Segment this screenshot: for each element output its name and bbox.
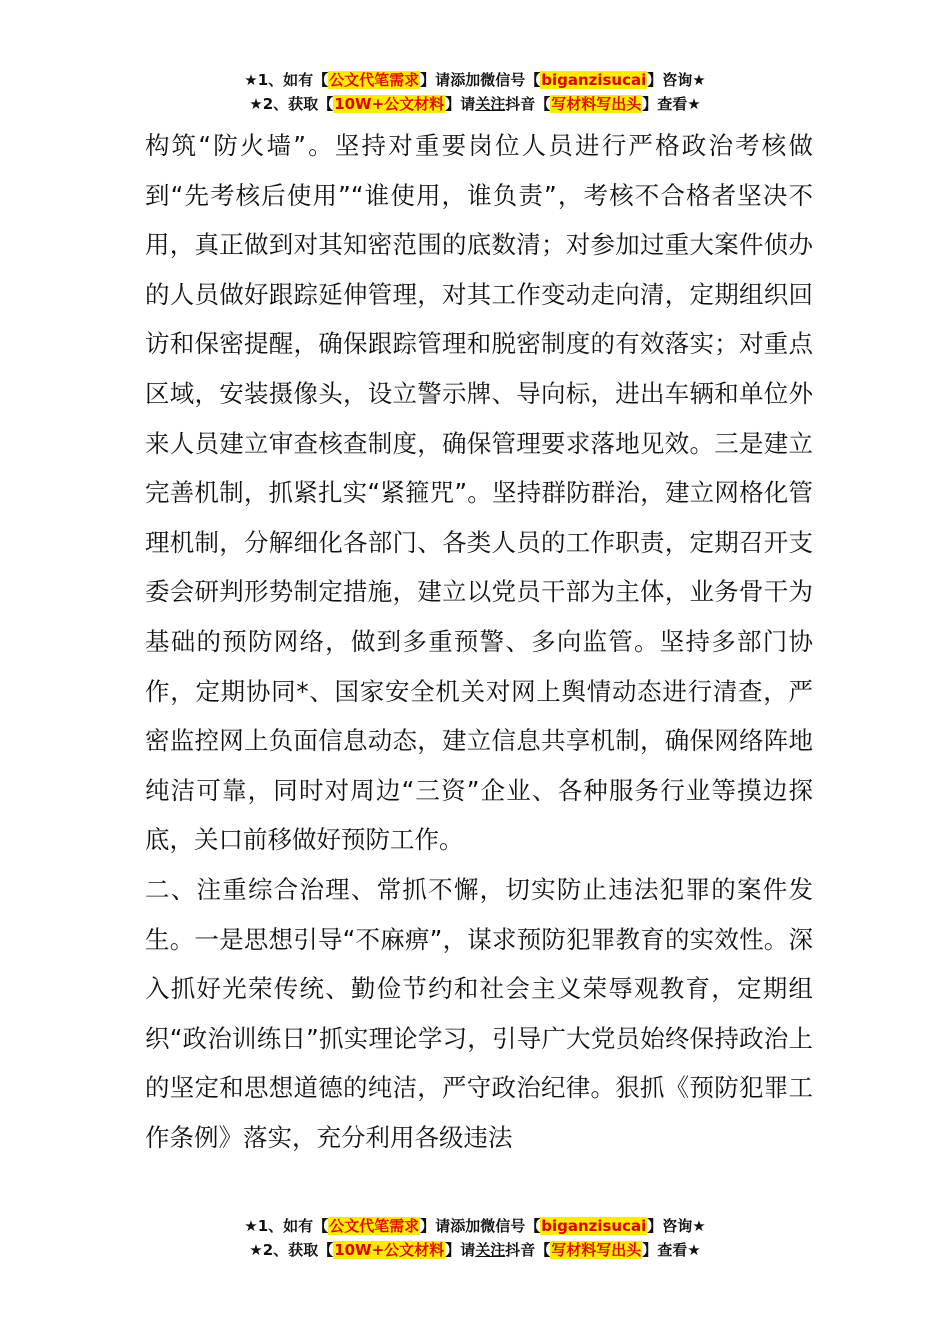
banner-emphasis: 添加 — [450, 71, 481, 89]
banner-emphasis: 关注 — [475, 95, 506, 113]
banner-emphasis: 关注 — [475, 1241, 506, 1259]
banner-text: 】请 — [420, 1217, 451, 1235]
banner-prefix: ★2、获取【 — [249, 1241, 334, 1259]
banner-prefix: ★2、获取【 — [249, 95, 334, 113]
banner-text: 】请 — [420, 71, 451, 89]
banner-highlight: biganzisucai — [541, 1217, 647, 1235]
body-paragraph-1: 构筑“防火墙”。坚持对重要岗位人员进行严格政治考核做到“先考核后使用”“谁使用，谁负责”，考核不合格者坚决不用，真正做到对其知密范围的底数清；对参加过重大案件侦办的人员做好跟踪延伸管理，对其工作变动走向清，定期组织回访和保密提醒，确保跟踪管理和脱密制度的有效落实；对重点区域，安装摄像头，设立警示牌、导向标，进出车辆和单位外来人员建立审查核查制度，确保管理要求落地见效。三是建立完善机制，抓紧扎实“紧箍咒”。坚持群防群治，建立网格化管理机制，分解细化各部门、各类人员的工作职责，定期召开支委会研判形势制定措施，建立以党员干部为主体，业务骨干为基础的预防网络，做到多重预警、多向监管。坚持多部门协作，定期协同*、国家安全机关对网上舆情动态进行清查，严密监控网上负面信息动态，建立信息共享机制，确保网络阵地纯洁可靠，同时对周边“三资”企业、各种服务行业等摸边探底，关口前移做好预防工作。 — [145, 131, 813, 855]
header-banner — [0, 68, 950, 116]
banner-text: 】请 — [445, 1241, 476, 1259]
banner-highlight: 公文代笔需求 — [329, 1217, 420, 1235]
banner-highlight: 10W+公文材料 — [334, 95, 445, 113]
banner-text: 抖音【 — [505, 95, 551, 113]
body-paragraph-2: 二、注重综合治理、常抓不懈，切实防止违法犯罪的案件发生。一是思想引导“不麻痹”，谋求预防犯罪教育的实效性。深入抓好光荣传统、勤俭节约和社会主义荣辱观教育，定期组织“政治训练日”抓实理论学习，引导广大党员始终保持政治上的坚定和思想道德的纯洁，严守政治纪律。狠抓《预防犯罪工作条例》落实，充分利用各级违法 — [145, 874, 813, 1152]
banner-text: 微信号【 — [480, 1217, 541, 1235]
banner-emphasis: 添加 — [450, 1217, 481, 1235]
banner-suffix: 】查看★ — [642, 1241, 701, 1259]
banner-text: 微信号【 — [480, 71, 541, 89]
banner-line-2 — [0, 92, 950, 116]
banner-prefix: ★1、如有【 — [244, 1217, 329, 1235]
footer-banner — [0, 1214, 950, 1262]
banner-suffix: 】查看★ — [642, 95, 701, 113]
banner-text: 抖音【 — [505, 1241, 551, 1259]
banner-line-1 — [0, 1214, 950, 1238]
banner-highlight: 写材料写出头 — [551, 1241, 642, 1259]
banner-text: 】请 — [445, 95, 476, 113]
document-body — [145, 121, 813, 1162]
banner-highlight: 10W+公文材料 — [334, 1241, 445, 1259]
banner-prefix: ★1、如有【 — [244, 71, 329, 89]
banner-suffix: 】咨询★ — [647, 1217, 706, 1235]
banner-highlight: biganzisucai — [541, 71, 647, 89]
banner-suffix: 】咨询★ — [647, 71, 706, 89]
banner-highlight: 写材料写出头 — [551, 95, 642, 113]
banner-line-2 — [0, 1238, 950, 1262]
banner-highlight: 公文代笔需求 — [329, 71, 420, 89]
banner-line-1 — [0, 68, 950, 92]
